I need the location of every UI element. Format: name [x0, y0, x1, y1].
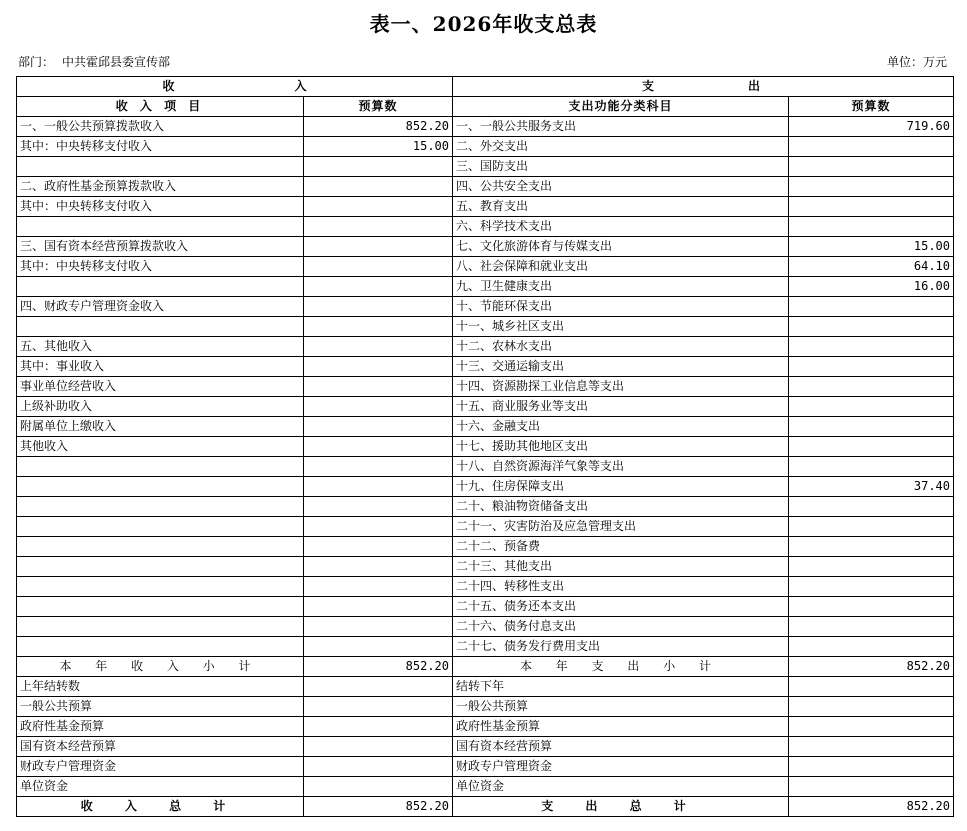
unit-label: 单位：万元	[886, 55, 947, 69]
income-value-cell	[304, 357, 453, 377]
expense-item-cell: 二十七、债务发行费用支出	[453, 637, 789, 657]
table-row	[17, 137, 954, 157]
budget-table	[16, 76, 954, 817]
expense-item-cell: 九、卫生健康支出	[453, 277, 789, 297]
income-item-cell	[17, 477, 304, 497]
income-item-cell	[17, 597, 304, 617]
income-item-cell	[17, 457, 304, 477]
carry-expense-cell: 一般公共预算	[453, 697, 789, 717]
income-header-right: 入	[294, 79, 307, 93]
expense-value-cell	[789, 417, 954, 437]
expense-value-cell	[789, 377, 954, 397]
income-value-cell	[304, 297, 453, 317]
carry-row	[17, 677, 954, 697]
table-row	[17, 597, 954, 617]
expense-item-cell: 十八、自然资源海洋气象等支出	[453, 457, 789, 477]
income-item-cell: 一、一般公共预算拨款收入	[17, 117, 304, 137]
carry-income-cell: 一般公共预算	[17, 697, 304, 717]
carry-row	[17, 757, 954, 777]
income-value-cell	[304, 397, 453, 417]
expense-subtotal-value: 852.20	[789, 657, 954, 677]
table-row	[17, 457, 954, 477]
expense-item-cell: 十七、援助其他地区支出	[453, 437, 789, 457]
department-line	[18, 53, 170, 70]
expense-item-cell: 三、国防支出	[453, 157, 789, 177]
income-item-cell	[17, 537, 304, 557]
table-row	[17, 257, 954, 277]
table-row	[17, 437, 954, 457]
expense-item-cell: 二十三、其他支出	[453, 557, 789, 577]
expense-item-cell: 二十六、债务付息支出	[453, 617, 789, 637]
carry-expense-value-cell	[789, 717, 954, 737]
income-value-cell	[304, 277, 453, 297]
income-item-cell	[17, 617, 304, 637]
income-subtotal-label: 本 年 收 入 小 计	[17, 657, 304, 677]
income-value-cell	[304, 317, 453, 337]
table-row	[17, 577, 954, 597]
income-item-cell: 五、其他收入	[17, 337, 304, 357]
header-row-1	[17, 77, 954, 97]
carry-expense-value-cell	[789, 737, 954, 757]
expense-value-cell	[789, 597, 954, 617]
income-subtotal-value: 852.20	[304, 657, 453, 677]
expense-value-cell	[789, 637, 954, 657]
table-row	[17, 277, 954, 297]
income-item-cell	[17, 637, 304, 657]
carry-expense-cell: 政府性基金预算	[453, 717, 789, 737]
expense-value-cell: 64.10	[789, 257, 954, 277]
subtotal-row	[17, 657, 954, 677]
carry-expense-value-cell	[789, 757, 954, 777]
table-row	[17, 617, 954, 637]
expense-value-cell: 16.00	[789, 277, 954, 297]
carry-income-value-cell	[304, 697, 453, 717]
expense-value-cell	[789, 297, 954, 317]
table-row	[17, 157, 954, 177]
income-item-cell	[17, 497, 304, 517]
expense-item-cell: 二、外交支出	[453, 137, 789, 157]
expense-value-cell	[789, 457, 954, 477]
income-item-cell: 其中：中央转移支付收入	[17, 257, 304, 277]
department-label: 部门：	[18, 55, 55, 69]
income-value-cell	[304, 197, 453, 217]
carry-income-value-cell	[304, 757, 453, 777]
income-value-cell	[304, 637, 453, 657]
table-row	[17, 117, 954, 137]
expense-item-cell: 二十二、预备费	[453, 537, 789, 557]
income-item-cell	[17, 157, 304, 177]
income-value-cell	[304, 577, 453, 597]
income-item-cell	[17, 557, 304, 577]
expense-header-right: 出	[748, 79, 765, 93]
income-value-cell	[304, 217, 453, 237]
expense-value-cell	[789, 617, 954, 637]
table-row	[17, 517, 954, 537]
table-row	[17, 197, 954, 217]
expense-budget-header: 预算数	[789, 97, 954, 117]
expense-value-cell	[789, 197, 954, 217]
expense-item-cell: 五、教育支出	[453, 197, 789, 217]
carry-expense-value-cell	[789, 697, 954, 717]
income-item-cell	[17, 577, 304, 597]
income-total-label: 收 入 总 计	[17, 797, 304, 817]
table-row	[17, 537, 954, 557]
table-row	[17, 417, 954, 437]
income-value-cell	[304, 557, 453, 577]
table-row	[17, 297, 954, 317]
income-value-cell	[304, 257, 453, 277]
carry-row	[17, 777, 954, 797]
carry-expense-value-cell	[789, 677, 954, 697]
table-row	[17, 477, 954, 497]
expense-item-cell: 二十、粮油物资储备支出	[453, 497, 789, 517]
table-row	[17, 637, 954, 657]
expense-value-cell	[789, 577, 954, 597]
table-row	[17, 177, 954, 197]
income-value-cell	[304, 617, 453, 637]
expense-value-cell: 15.00	[789, 237, 954, 257]
income-item-cell: 其中：中央转移支付收入	[17, 137, 304, 157]
income-item-cell: 其中：中央转移支付收入	[17, 197, 304, 217]
income-budget-header: 预算数	[304, 97, 453, 117]
table-row	[17, 377, 954, 397]
table-row	[17, 357, 954, 377]
expense-subtotal-label: 本 年 支 出 小 计	[453, 657, 789, 677]
table-row	[17, 397, 954, 417]
expense-value-cell	[789, 157, 954, 177]
expense-value-cell	[789, 177, 954, 197]
expense-value-cell	[789, 137, 954, 157]
table-row	[17, 557, 954, 577]
expense-value-cell	[789, 437, 954, 457]
carry-income-cell: 国有资本经营预算	[17, 737, 304, 757]
income-value-cell: 15.00	[304, 137, 453, 157]
expense-value-cell	[789, 497, 954, 517]
expense-item-cell: 一、一般公共服务支出	[453, 117, 789, 137]
header-row-2	[17, 97, 954, 117]
income-item-cell	[17, 317, 304, 337]
expense-header-left: 支	[641, 79, 658, 93]
income-value-cell	[304, 517, 453, 537]
carry-expense-cell: 单位资金	[453, 777, 789, 797]
carry-income-cell: 财政专户管理资金	[17, 757, 304, 777]
carry-row	[17, 717, 954, 737]
carry-income-cell: 政府性基金预算	[17, 717, 304, 737]
expense-value-cell	[789, 557, 954, 577]
table-row	[17, 497, 954, 517]
income-item-cell: 三、国有资本经营预算拨款收入	[17, 237, 304, 257]
expense-item-cell: 十一、城乡社区支出	[453, 317, 789, 337]
carry-expense-cell: 财政专户管理资金	[453, 757, 789, 777]
carry-income-cell: 单位资金	[17, 777, 304, 797]
income-item-cell	[17, 277, 304, 297]
income-value-cell	[304, 237, 453, 257]
expense-item-cell: 四、公共安全支出	[453, 177, 789, 197]
income-value-cell	[304, 497, 453, 517]
expense-item-cell: 十二、农林水支出	[453, 337, 789, 357]
expense-total-value: 852.20	[789, 797, 954, 817]
income-item-cell: 上级补助收入	[17, 397, 304, 417]
income-item-cell: 事业单位经营收入	[17, 377, 304, 397]
expense-value-cell	[789, 337, 954, 357]
income-item-cell	[17, 217, 304, 237]
expense-value-cell	[789, 517, 954, 537]
carry-expense-cell: 结转下年	[453, 677, 789, 697]
carry-income-cell: 上年结转数	[17, 677, 304, 697]
carry-income-value-cell	[304, 777, 453, 797]
expense-value-cell	[789, 537, 954, 557]
expense-total-label: 支 出 总 计	[453, 797, 789, 817]
income-value-cell	[304, 437, 453, 457]
income-value-cell	[304, 597, 453, 617]
income-item-cell	[17, 517, 304, 537]
income-value-cell	[304, 417, 453, 437]
expense-item-cell: 二十五、债务还本支出	[453, 597, 789, 617]
income-value-cell	[304, 157, 453, 177]
carry-income-value-cell	[304, 677, 453, 697]
expense-item-cell: 六、科学技术支出	[453, 217, 789, 237]
expense-item-header: 支出功能分类科目	[453, 97, 789, 117]
table-row	[17, 237, 954, 257]
expense-value-cell: 719.60	[789, 117, 954, 137]
expense-item-cell: 十、节能环保支出	[453, 297, 789, 317]
page-title: 表一、2026年收支总表	[369, 12, 598, 36]
income-value-cell	[304, 477, 453, 497]
expense-value-cell	[789, 317, 954, 337]
expense-item-cell: 十九、住房保障支出	[453, 477, 789, 497]
income-item-cell: 其中：事业收入	[17, 357, 304, 377]
carry-expense-cell: 国有资本经营预算	[453, 737, 789, 757]
expense-item-cell: 十六、金融支出	[453, 417, 789, 437]
expense-item-cell: 十五、商业服务业等支出	[453, 397, 789, 417]
income-value-cell	[304, 457, 453, 477]
income-value-cell	[304, 337, 453, 357]
income-item-cell: 二、政府性基金预算拨款收入	[17, 177, 304, 197]
department-name: 中共霍邱县委宣传部	[62, 55, 171, 69]
expense-value-cell	[789, 357, 954, 377]
income-value-cell	[304, 177, 453, 197]
expense-item-cell: 二十一、灾害防治及应急管理支出	[453, 517, 789, 537]
income-value-cell	[304, 537, 453, 557]
table-row	[17, 217, 954, 237]
income-value-cell	[304, 377, 453, 397]
expense-value-cell	[789, 217, 954, 237]
expense-value-cell	[789, 397, 954, 417]
table-row	[17, 317, 954, 337]
carry-expense-value-cell	[789, 777, 954, 797]
income-header-left: 收	[162, 79, 175, 93]
total-row	[17, 797, 954, 817]
expense-section-header	[453, 77, 954, 97]
carry-income-value-cell	[304, 737, 453, 757]
expense-item-cell: 八、社会保障和就业支出	[453, 257, 789, 277]
income-item-header: 收 入 项 目	[17, 97, 304, 117]
income-item-cell: 附属单位上缴收入	[17, 417, 304, 437]
table-row	[17, 337, 954, 357]
income-section-header	[17, 77, 453, 97]
expense-value-cell: 37.40	[789, 477, 954, 497]
expense-item-cell: 二十四、转移性支出	[453, 577, 789, 597]
expense-item-cell: 十三、交通运输支出	[453, 357, 789, 377]
income-value-cell: 852.20	[304, 117, 453, 137]
expense-item-cell: 七、文化旅游体育与传媒支出	[453, 237, 789, 257]
expense-item-cell: 十四、资源勘探工业信息等支出	[453, 377, 789, 397]
carry-row	[17, 737, 954, 757]
income-item-cell: 其他收入	[17, 437, 304, 457]
carry-income-value-cell	[304, 717, 453, 737]
income-total-value: 852.20	[304, 797, 453, 817]
income-item-cell: 四、财政专户管理资金收入	[17, 297, 304, 317]
carry-row	[17, 697, 954, 717]
